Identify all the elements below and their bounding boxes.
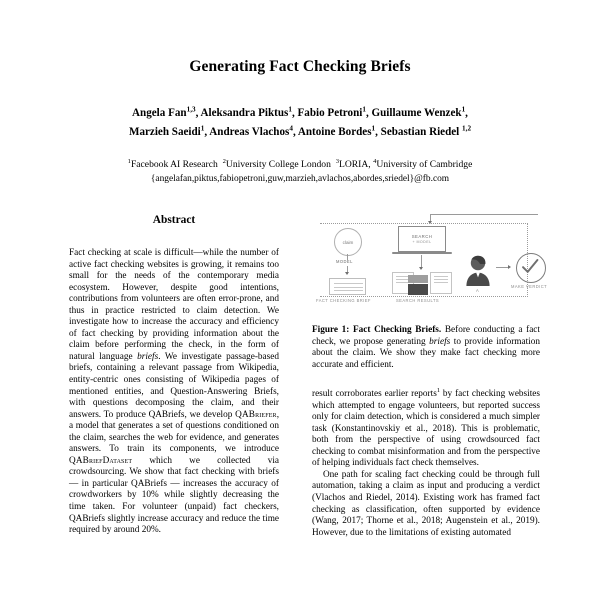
fact-checking-brief-doc <box>329 278 366 295</box>
abstract-text-4: which we collected via crowdsourcing. We show that fact checking with briefs — in particular QABriefs — increases the accuracy of crowdworkers by 10% while slightly decreasing the time taken. For volunteer (unpaid) fact checkers, QABriefs slightly increase accuracy and reduce the time required by around 20%. <box>69 455 279 536</box>
affil-name: University College London <box>225 159 331 171</box>
verdict-circle <box>516 253 546 283</box>
search-laptop-base <box>392 252 452 254</box>
body-columns <box>60 208 548 600</box>
author-name: Andreas Vlachos <box>209 125 290 138</box>
affil-marker: 2 <box>222 158 226 166</box>
abstract-text-2: . We investigate passage-based briefs, containing a relevant passage from Wikipedia, entity-centric ones consisting of Wikipedia pages of mentioned entities, and Question-Answering Briefs, with questions decomposing the claim, and their answers. To produce QABriefs, we develop <box>69 351 279 420</box>
body-paragraph-1 <box>312 385 540 470</box>
right-column-body <box>312 371 540 539</box>
right-column <box>312 208 548 600</box>
abstract-text-3: , a model that generates a set of questions conditioned on the claim, searches the web for evidence, and generates answers. To train its components, we introduce <box>69 409 279 455</box>
author-line-2 <box>129 126 471 138</box>
abstract-heading: Abstract <box>152 214 196 226</box>
author-sep: , <box>291 106 298 119</box>
abstract-text-1: Fact checking at scale is difficult—while the number of active fact checking websites is growing, it remains too small for the needs of the contemporary media ecosystem. However, despite good intentions, contributions from volunteers are often error-prone, and thus in practice restricted to claim detection. We investigate how to increase the accuracy and efficiency of fact checking by providing information about the claim before performing the check, in the form of natural language <box>69 248 279 362</box>
fact-checker-person-icon <box>464 254 492 286</box>
author-affil-marker: 1,3 <box>186 105 196 113</box>
search-arrow-icon <box>419 267 423 270</box>
author-emails: {angelafan,piktus,fabiopetroni,guw,marzieh,avlachos,abordes,sriedel}@fb.com <box>150 173 450 184</box>
search-result-card-line <box>434 276 448 277</box>
author-sep: , <box>465 106 468 119</box>
figure-caption-number: Figure 1: <box>312 325 350 335</box>
verdict-arrow-icon <box>508 265 511 269</box>
model-label: MODEL <box>336 259 353 264</box>
abstract-smallcaps-qabriefdataset: QABriefDataset <box>69 455 133 466</box>
abstract-smallcaps-qabriefer: QABriefer <box>235 409 277 420</box>
body-text-2: by fact checking websites which attempted to engage volunteers, but reported success only for claim detection, which is considered a much simpler task (Konstantinovskiy et al., 2018). This is problematic, both from the perspective of using crowdsourced fact checking to combat misinformation and from the perspective of helping individuals fact check themselves. <box>312 389 540 469</box>
brief-doc-line <box>334 287 363 288</box>
figure-caption-text-1: Before conducting a fact check, we propose generating <box>312 325 540 347</box>
footnote-marker: 1 <box>436 387 441 394</box>
author-line-1 <box>132 107 468 119</box>
search-result-card-line <box>434 282 448 283</box>
figure-caption-text-2: to provide information about the claim. We show they make fact checking more accurate and efficient. <box>312 336 540 370</box>
abstract-italic-briefs: briefs <box>137 351 159 362</box>
affil-name: University of Cambridge <box>376 159 473 171</box>
author-affil-marker: 1 <box>288 105 292 113</box>
affil-name: LORIA, <box>338 159 371 171</box>
search-sub-label: + MODEL <box>412 240 432 245</box>
author-name: Aleksandra Piktus <box>200 106 289 119</box>
author-name: Guillaume Wenzek <box>371 106 462 119</box>
body-paragraph-2: One path for scaling fact checking could be through full automation, taking a claim as input and producing a verdict (Vlachos and Riedel, 2014). Existing work has framed fact checking as classification, often supported by evidence (Wang, 2017; Thorne et al., 2018; Augenstein et al., 2019). However, due to the limitations of existing automated <box>312 469 540 538</box>
search-result-card-line <box>434 279 448 280</box>
left-column <box>60 208 288 600</box>
figure-caption-italic: briefs <box>429 336 451 347</box>
author-name: Marzieh Saeidi <box>128 125 201 138</box>
figure-caption-title: Fact Checking Briefs. <box>353 325 442 335</box>
figure-1 <box>312 208 548 371</box>
page-title: Generating Fact Checking Briefs <box>189 58 411 75</box>
search-results-label: SEARCH RESULTS <box>396 298 440 303</box>
author-affil-marker: 1 <box>371 124 376 133</box>
author-sep: , <box>195 106 201 119</box>
author-affil-marker: 1 <box>362 105 366 113</box>
abstract-body <box>60 226 288 537</box>
author-name: Angela Fan <box>132 106 187 119</box>
affiliation-list <box>60 140 540 171</box>
affil-marker: 3 <box>335 158 339 166</box>
fact-checker-label: A <box>476 288 480 293</box>
author-list <box>60 76 540 140</box>
claim-node <box>334 228 362 256</box>
search-laptop-screen <box>398 226 446 252</box>
author-affil-marker: 1 <box>200 124 205 133</box>
fact-checking-brief-label: FACT CHECKING BRIEF <box>316 298 371 303</box>
author-sep: , <box>365 106 372 119</box>
author-sep: , <box>375 125 381 138</box>
author-sep: , <box>204 125 210 138</box>
author-sep: , <box>292 125 298 138</box>
author-affil-marker: 1,2 <box>462 124 472 133</box>
claim-node-label: claim <box>342 239 354 245</box>
affil-name: Facebook AI Research <box>130 159 218 171</box>
brief-doc-line <box>334 290 363 291</box>
affil-marker: 1 <box>127 158 131 166</box>
author-name: Sebastian Riedel <box>380 125 460 138</box>
author-name: Fabio Petroni <box>297 106 363 119</box>
check-icon <box>517 254 543 280</box>
model-arrow-icon <box>345 272 349 275</box>
affil-marker: 4 <box>373 158 377 166</box>
make-verdict-label: MAKE VERDICT <box>511 284 548 289</box>
body-text-1: result corroborates earlier reports <box>312 389 437 400</box>
author-affil-marker: 4 <box>289 124 293 133</box>
figure-1-diagram <box>312 212 548 316</box>
search-label: SEARCH <box>411 233 433 239</box>
figure-top-connector <box>430 214 538 215</box>
figure-1-caption <box>312 316 540 371</box>
author-affil-marker: 1 <box>461 105 466 113</box>
search-result-card-highlight <box>408 284 428 295</box>
author-name: Antoine Bordes <box>297 125 372 138</box>
search-result-card <box>408 275 428 283</box>
brief-doc-line <box>334 283 363 284</box>
